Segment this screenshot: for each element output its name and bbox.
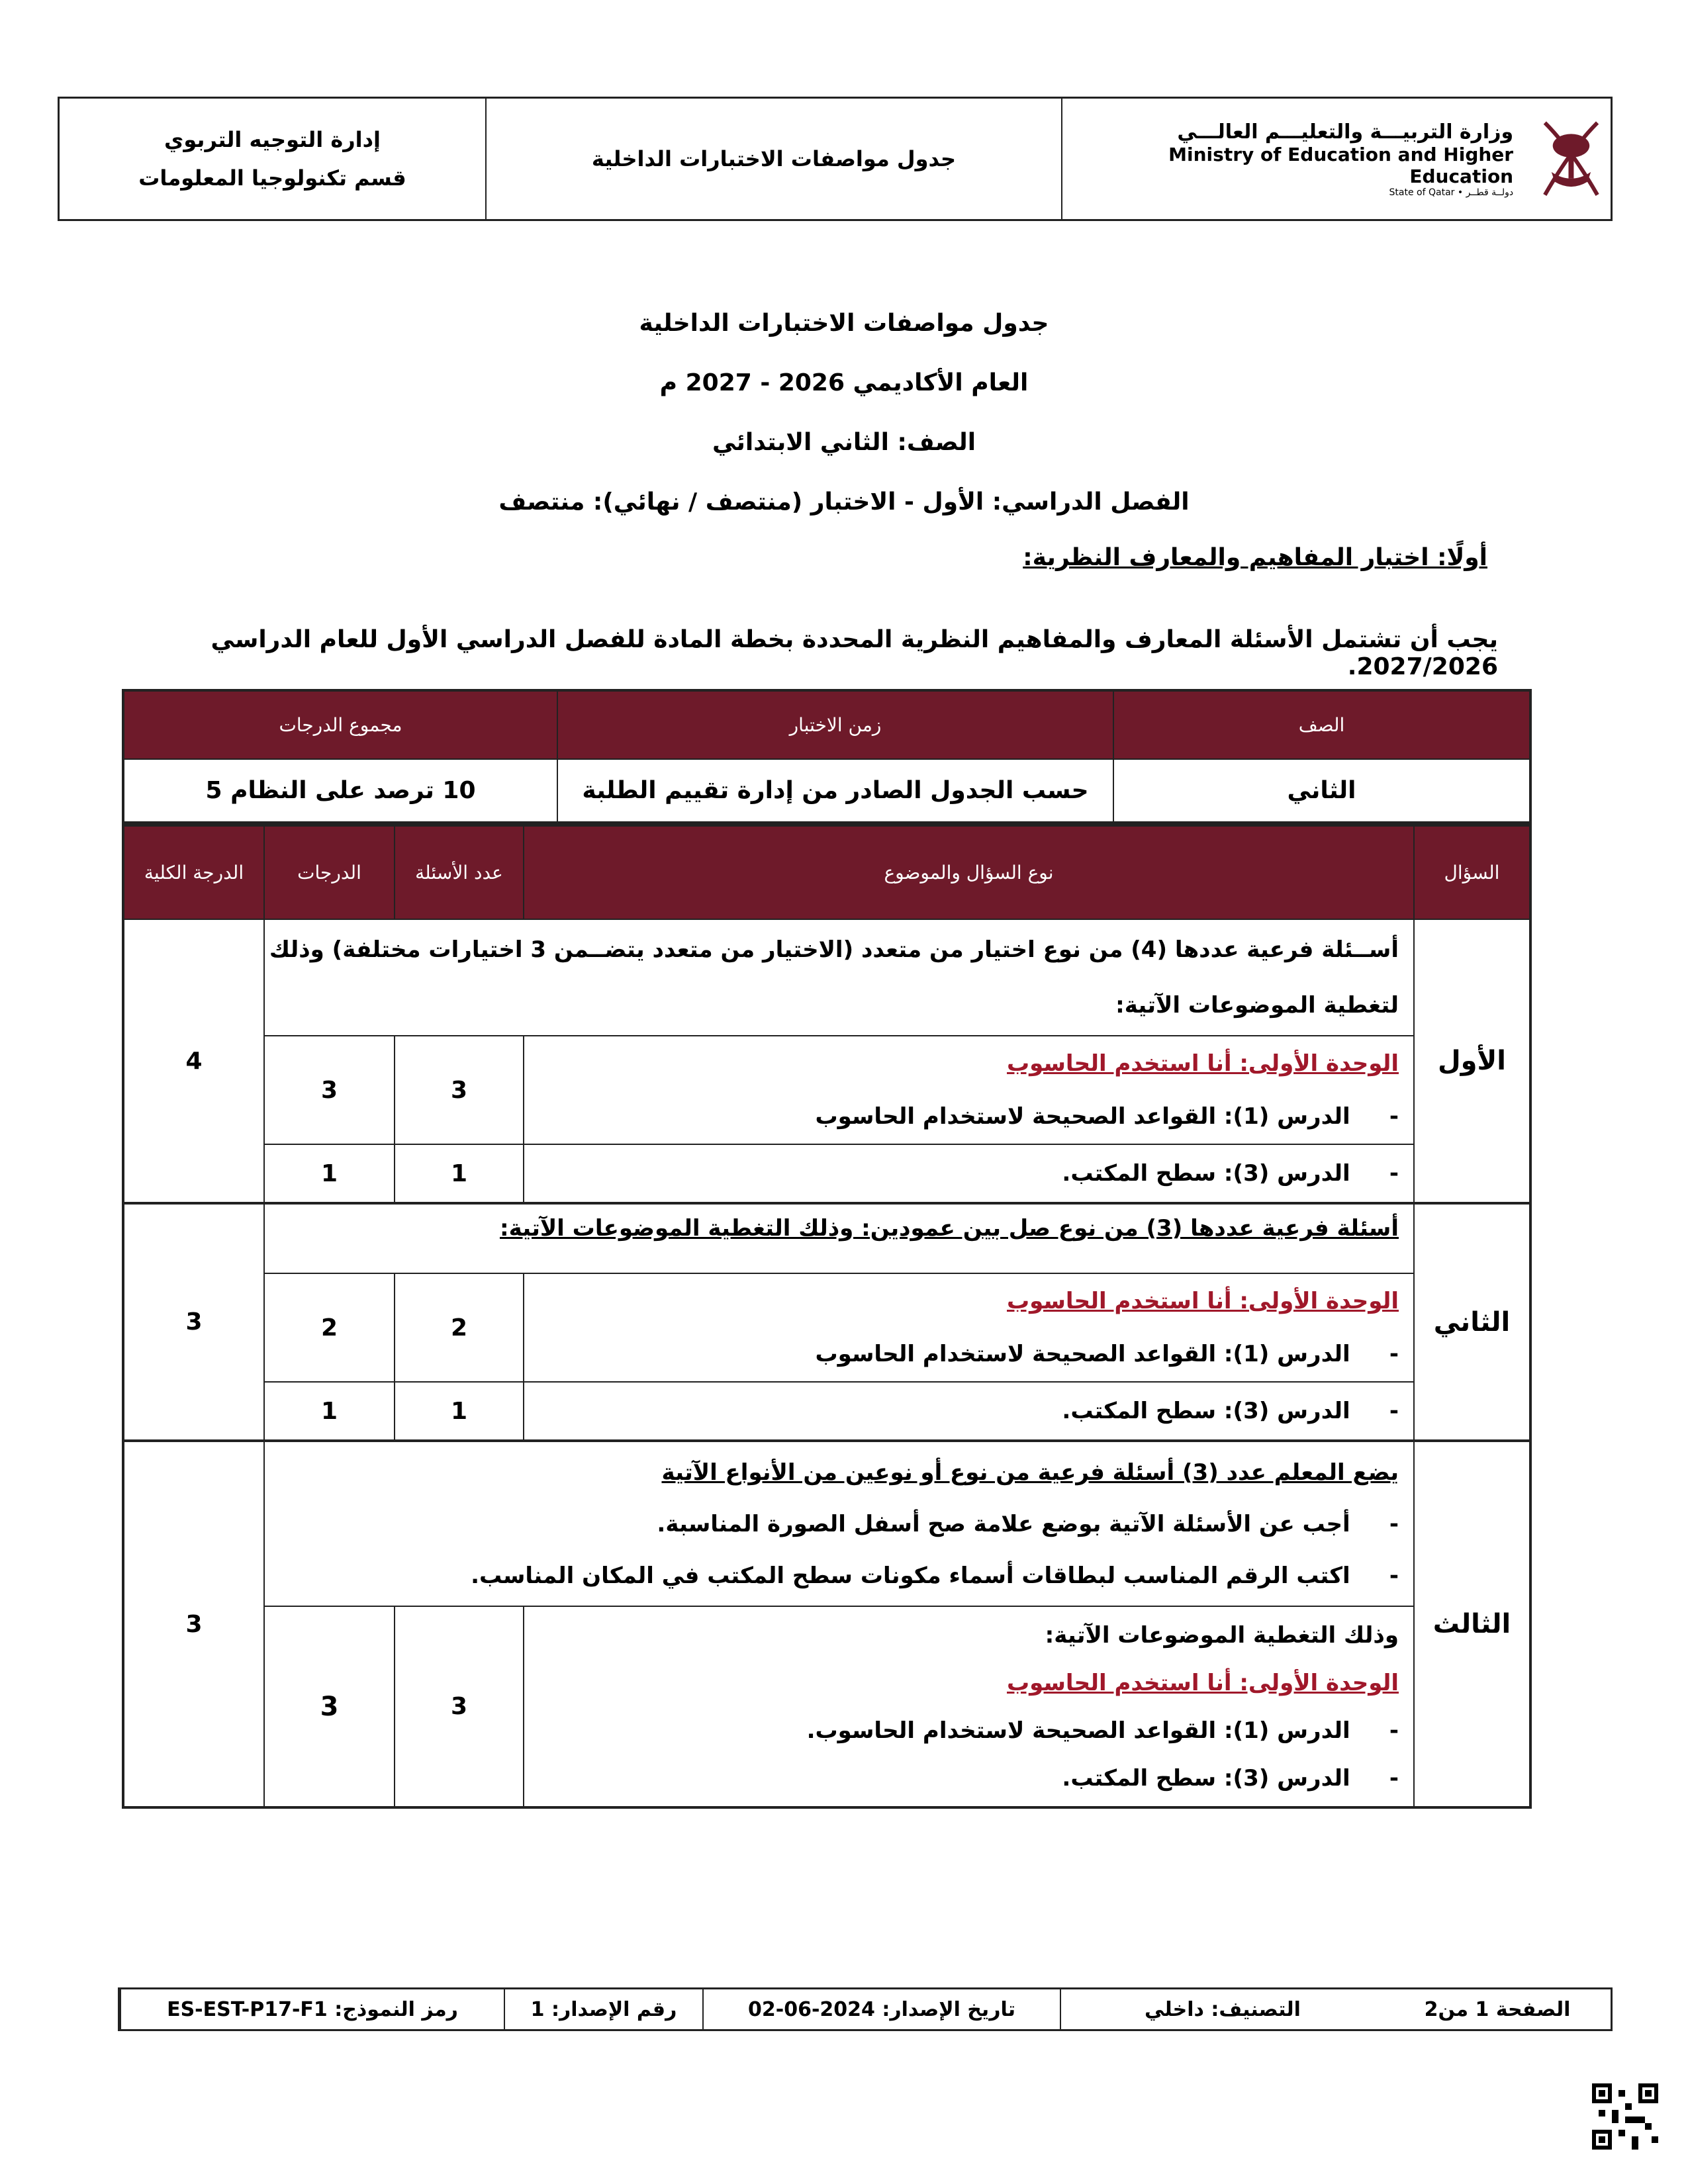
footer-classification: التصنيف: داخلي: [1060, 1989, 1384, 2029]
ministry-logo-cell: [1061, 99, 1611, 219]
footer-issue-date: تاريخ الإصدار: 2024-06-02: [702, 1989, 1060, 2029]
info-header-total: مجموع الدرجات: [123, 690, 557, 759]
q3-cover: وذلك التغطية الموضوعات الآتية:: [1045, 1621, 1399, 1649]
q2-total: 3: [123, 1203, 264, 1441]
document-header: [58, 97, 1613, 221]
dept-line-1: إدارة التوجيه التربوي: [164, 127, 381, 152]
q1-name: الأول: [1414, 919, 1530, 1203]
q1-unit: الوحدة الأولى: أنا استخدم الحاسوب: [1007, 1050, 1399, 1077]
title-line-1: جدول مواصفات الاختبارات الداخلية: [639, 310, 1049, 337]
header-department: [60, 99, 485, 219]
spec-header-type: نوع السؤال والموضوع: [524, 825, 1414, 919]
q1-total: 4: [123, 919, 264, 1203]
q2-lesson-1: - الدرس (1): القواعد الصحيحة لاستخدام الحاسوب: [815, 1341, 1399, 1367]
q3-desc-row: [123, 1441, 1530, 1606]
q1-desc-row: [123, 919, 1530, 1036]
ministry-name-ar: وزارة التربيـــة والتعليـــم العالـــي: [1177, 120, 1514, 144]
q2-desc-row: [123, 1203, 1530, 1273]
title-line-3: الصف: الثاني الابتدائي: [712, 429, 976, 456]
q2-marks-3: 1: [264, 1382, 395, 1441]
spec-header-marks: الدرجات: [264, 825, 395, 919]
q3-count: 3: [395, 1606, 524, 1807]
q2-marks-1: 2: [264, 1273, 395, 1382]
spec-header-count: عدد الأسئلة: [395, 825, 524, 919]
info-header-time: زمن الاختبار: [557, 690, 1113, 759]
state-label: State of Qatar • دولــة قطــر: [1389, 187, 1514, 198]
q2-count-1: 2: [395, 1273, 524, 1382]
footer-form-code: رمز النموذج: ES-EST-P17-F1: [120, 1989, 504, 2029]
q3-description: يضع المعلم عدد (3) أسئلة فرعية من نوع أو نوعين من الأنواع الآتية: [661, 1459, 1399, 1486]
info-header-grade: الصف: [1113, 690, 1530, 759]
q3-name: الثالث: [1414, 1441, 1530, 1807]
q3-lesson-1: - الدرس (1): القواعد الصحيحة لاستخدام الحاسوب.: [806, 1717, 1399, 1744]
dept-line-2: قسم تكنولوجيا المعلومات: [138, 165, 406, 191]
section-intro: يجب أن تشتمل الأسئلة المعارف والمفاهيم النظرية المحددة بخطة المادة للفصل الدراسي الأول للعام الدراسي 2027/2026.: [211, 626, 1498, 680]
ministry-name-en: Ministry of Education and Higher Education: [1168, 143, 1514, 187]
q2-unit: الوحدة الأولى: أنا استخدم الحاسوب: [1007, 1288, 1399, 1314]
title-line-4: الفصل الدراسي: الأول - الاختبار (منتصف / نهائي): منتصف: [498, 488, 1190, 516]
q1-marks-1: 3: [264, 1036, 395, 1144]
q1-lesson-1: - الدرس (1): القواعد الصحيحة لاستخدام الحاسوب: [815, 1103, 1399, 1130]
info-value-total: 10 ترصد على النظام 5: [123, 759, 557, 823]
q1-marks-3: 1: [264, 1144, 395, 1203]
q3-marks: 3: [264, 1606, 395, 1807]
q1-description: أســئلة فرعية عددها (4) من نوع اختيار من متعدد (الاختيار من متعدد يتضــمن 3 اختيارات مختلفة) وذلك لتغطية الموضوعات الآتية:: [264, 919, 1414, 1036]
info-value-grade: الثاني: [1113, 759, 1530, 823]
document-footer: [118, 1987, 1613, 2031]
spec-header-question: السؤال: [1414, 825, 1530, 919]
info-value-time: حسب الجدول الصادر من إدارة تقييم الطلبة: [557, 759, 1113, 823]
q2-description: أسئلة فرعية عددها (3) من نوع صل بين عمودين: وذلك التغطية الموضوعات الآتية:: [264, 1203, 1414, 1273]
q3-total: 3: [123, 1441, 264, 1807]
q3-option-1: - أجب عن الأسئلة الآتية بوضع علامة صح أسفل الصورة المناسبة.: [657, 1510, 1399, 1537]
spec-table: [122, 824, 1532, 1809]
title-line-2: العام الأكاديمي 2026 - 2027 م: [659, 369, 1029, 396]
qr-code-icon: [1592, 2083, 1658, 2150]
q1-count-3: 1: [395, 1144, 524, 1203]
q1-count-1: 3: [395, 1036, 524, 1144]
q3-lesson-3: - الدرس (3): سطح المكتب.: [1062, 1764, 1399, 1792]
q3-unit: الوحدة الأولى: أنا استخدم الحاسوب: [1007, 1669, 1399, 1696]
q2-count-3: 1: [395, 1382, 524, 1441]
footer-version: رقم الإصدار: 1: [504, 1989, 702, 2029]
q3-option-2: - اكتب الرقم المناسب لبطاقات أسماء مكونات سطح المكتب في المكان المناسب.: [471, 1562, 1399, 1589]
ministry-emblem-icon: [1532, 109, 1611, 208]
spec-header-total: الدرجة الكلية: [123, 825, 264, 919]
q2-name: الثاني: [1414, 1203, 1530, 1441]
footer-page-number: الصفحة 1 من2: [1424, 1997, 1571, 2021]
header-doc-title: جدول مواصفات الاختبارات الداخلية: [485, 99, 1061, 219]
q2-lesson-3: - الدرس (3): سطح المكتب.: [524, 1382, 1414, 1441]
section-heading: أولًا: اختبار المفاهيم والمعارف النظرية:: [1023, 544, 1487, 571]
q1-lesson-3: - الدرس (3): سطح المكتب.: [524, 1144, 1414, 1203]
info-table: [122, 689, 1532, 824]
